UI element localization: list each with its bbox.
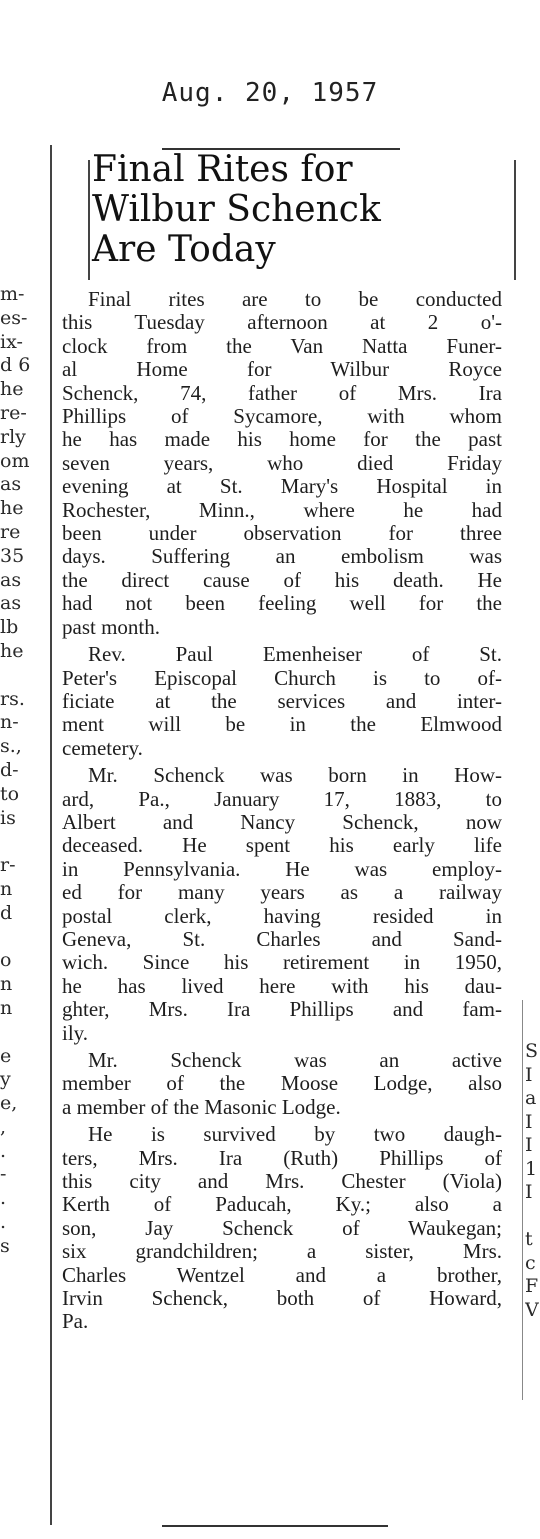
left-column-fragment: d 6 — [0, 354, 31, 377]
article-line: Schenck, 74, father of Mrs. Ira — [62, 380, 502, 405]
left-column-fragment: n — [0, 877, 13, 900]
left-column-fragment — [0, 926, 40, 950]
article-line: ficiate at the services and inter- — [62, 688, 502, 713]
article-line: this city and Mrs. Chester (Viola) — [62, 1169, 502, 1194]
left-column-fragment: o — [0, 949, 12, 972]
article-paragraph — [62, 1049, 502, 1119]
right-column-fragment: I — [525, 1110, 533, 1133]
headline-rule — [88, 160, 90, 280]
article-line: cemetery. — [62, 735, 143, 760]
right-column-fragment: 1 — [525, 1157, 538, 1180]
right-column-fragment: S — [525, 1040, 539, 1062]
article-line: he has made his home for the past — [62, 427, 502, 452]
article-line: days. Suffering an embolism was — [62, 544, 502, 569]
article-line: in Pennsylvania. He was employ- — [62, 856, 502, 881]
left-column-fragment — [0, 830, 40, 854]
left-column-fragment: . — [0, 1139, 7, 1162]
article-line: clock from the Van Natta Funer- — [62, 333, 502, 358]
left-column-fragment: n — [0, 996, 13, 1019]
left-column-fragment: d — [0, 901, 13, 924]
right-column-fragment: F — [525, 1275, 539, 1297]
article-line: ed for many years as a railway — [62, 880, 502, 905]
article-paragraph — [62, 764, 502, 1045]
left-column-rule — [50, 145, 52, 1525]
left-column-fragment: , — [0, 1115, 7, 1138]
left-column-fragment: re- — [0, 401, 27, 424]
article-line: ily. — [62, 1020, 89, 1045]
right-column-fragment: I — [525, 1134, 533, 1156]
headline-line-3: Are Today — [92, 229, 276, 270]
right-column-fragment — [525, 1205, 540, 1229]
article-line: the direct cause of his death. He — [62, 567, 502, 592]
article-line: evening at St. Mary's Hospital in — [62, 474, 502, 499]
article-line: Phillips of Sycamore, with whom — [62, 404, 502, 429]
bottom-rule — [162, 1525, 388, 1527]
article-line: Charles Wentzel and a brother, — [62, 1262, 502, 1287]
left-column-fragment: he — [0, 497, 24, 520]
article-line: Rochester, Minn., where he had — [62, 497, 502, 522]
article-line: Mr. Schenck was an active — [88, 1048, 502, 1072]
article-line: a member of the Masonic Lodge. — [62, 1094, 341, 1119]
headline-line-2: Wilbur Schenck — [92, 189, 381, 230]
article-line: Mr. Schenck was born in How- — [88, 763, 502, 788]
article-line: ard, Pa., January 17, 1883, to — [62, 786, 502, 811]
article-line: six grandchildren; a sister, Mrs. — [62, 1239, 502, 1264]
left-column-fragment: to — [0, 782, 20, 805]
article-body — [62, 288, 502, 1334]
article-line: Albert and Nancy Schenck, now — [62, 809, 502, 834]
right-column-fragment: c — [525, 1251, 536, 1274]
left-column-fragment: s., — [0, 735, 22, 758]
left-column-fragment: as — [0, 592, 22, 615]
left-column-fragment: 35 — [0, 544, 25, 567]
article-line: past month. — [62, 614, 160, 639]
left-column-fragments — [0, 283, 40, 1259]
article-line: seven years, who died Friday — [62, 450, 502, 475]
left-column-fragment — [0, 664, 40, 688]
article-line: Irvin Schenck, both of Howard, — [62, 1286, 502, 1311]
article-line: Geneva, St. Charles and Sand- — [62, 926, 502, 951]
left-column-fragment: rs. — [0, 687, 25, 710]
right-column-fragment: I — [525, 1063, 533, 1086]
right-column-fragment: t — [525, 1228, 533, 1250]
right-column-fragments — [525, 1040, 540, 1322]
left-column-fragment: s — [0, 1234, 10, 1257]
left-column-fragment: e, — [0, 1092, 18, 1115]
left-column-fragment — [0, 1021, 40, 1045]
left-column-fragment: om — [0, 449, 30, 472]
article-paragraph — [62, 1123, 502, 1334]
article-line: Final rites are to be conducted — [88, 287, 502, 311]
left-column-fragment: rly — [0, 425, 26, 448]
left-column-fragment: es- — [0, 306, 28, 329]
left-column-fragment: n — [0, 973, 13, 996]
left-column-fragment: as — [0, 473, 22, 496]
article-line: Rev. Paul Emenheiser of St. — [88, 642, 502, 667]
left-column-fragment: . — [0, 1211, 7, 1234]
article-line: ters, Mrs. Ira (Ruth) Phillips of — [62, 1145, 502, 1170]
right-column-rule — [514, 160, 516, 280]
right-column-rule-lower — [522, 1000, 523, 1400]
left-column-fragment: r- — [0, 854, 16, 877]
dateline: Aug. 20, 1957 — [161, 78, 379, 108]
left-column-fragment: . — [0, 1187, 7, 1210]
article-line: Kerth of Paducah, Ky.; also a — [62, 1192, 502, 1217]
right-column-fragment: V — [525, 1298, 539, 1321]
article-line: had not been feeling well for the — [62, 591, 502, 616]
left-column-fragment: m- — [0, 283, 25, 305]
article-line: son, Jay Schenck of Waukegan; — [62, 1215, 502, 1240]
left-column-fragment: is — [0, 806, 16, 829]
article-line: wich. Since his retirement in 1950, — [62, 950, 502, 975]
article-line: this Tuesday afternoon at 2 o'- — [62, 310, 502, 335]
headline — [92, 150, 512, 270]
headline-line-1: Final Rites for — [92, 149, 353, 190]
article-paragraph — [62, 643, 502, 760]
article-line: member of the Moose Lodge, also — [62, 1071, 502, 1096]
article-line: postal clerk, having resided in — [62, 903, 502, 928]
article-line: ment will be in the Elmwood — [62, 712, 502, 737]
left-column-fragment: he — [0, 639, 24, 662]
article-line: ghter, Mrs. Ira Phillips and fam- — [62, 997, 502, 1022]
article-line: Pa. — [62, 1309, 89, 1334]
article-paragraph — [62, 288, 502, 639]
left-column-fragment: - — [0, 1163, 7, 1186]
left-column-fragment: re — [0, 520, 21, 543]
right-column-fragment: I — [525, 1181, 533, 1203]
left-column-fragment: e — [0, 1044, 12, 1067]
right-column-fragment: a — [525, 1087, 537, 1109]
left-column-fragment: as — [0, 568, 22, 591]
article-line: He is survived by two daugh- — [88, 1122, 502, 1147]
left-column-fragment: lb — [0, 616, 19, 639]
left-column-fragment: ix- — [0, 330, 23, 353]
article-line: he has lived here with his dau- — [62, 973, 502, 998]
article-line: al Home for Wilbur Royce — [62, 357, 502, 382]
left-column-fragment: y — [0, 1068, 11, 1091]
article-line: been under observation for three — [62, 521, 502, 546]
left-column-fragment: n- — [0, 711, 19, 734]
left-column-fragment: d- — [0, 758, 19, 781]
article-line: deceased. He spent his early life — [62, 833, 502, 858]
left-column-fragment: he — [0, 378, 24, 401]
article-line: Peter's Episcopal Church is to of- — [62, 665, 502, 690]
